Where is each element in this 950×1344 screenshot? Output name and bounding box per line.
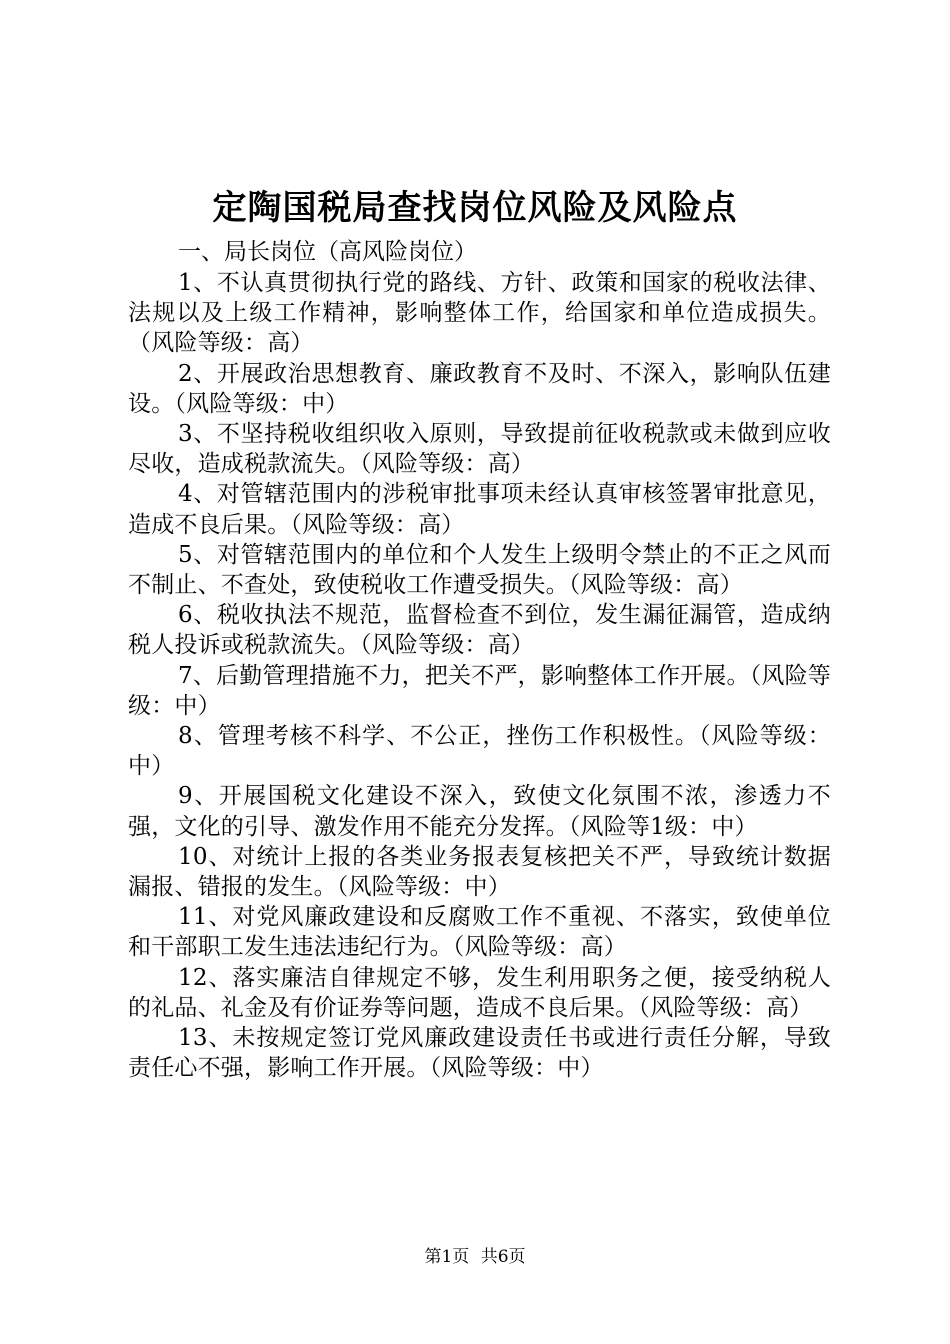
document-title: 定陶国税局查找岗位风险及风险点 [212,188,738,228]
risk-item-3: 3、不坚持税收组织收入原则，导致提前征收税款或未做到应收尽收，造成税款流失。（风险等级：高） [128,421,831,478]
risk-item-4: 4、对管辖范围内的涉税审批事项未经认真审核签署审批意见，造成不良后果。（风险等级：高） [128,481,831,538]
risk-item-12: 12、落实廉洁自律规定不够，发生利用职务之便，接受纳税人的礼品、礼金及有价证券等问题，造成不良后果。（风险等级：高） [128,964,831,1021]
page-total: 共6页 [480,1247,526,1267]
document-body [128,268,831,1083]
risk-item-13: 13、未按规定签订党风廉政建设责任书或进行责任分解，导致责任心不强，影响工作开展。（风险等级：中） [128,1025,831,1082]
risk-item-7: 7、后勤管理措施不力，把关不严，影响整体工作开展。（风险等级：中） [128,662,831,719]
page-number: 第1页 [424,1247,470,1267]
section-heading: 一、局长岗位（高风险岗位） [178,239,477,265]
risk-item-10: 10、对统计上报的各类业务报表复核把关不严，导致统计数据漏报、错报的发生。（风险等级：中） [128,843,831,901]
risk-item-6: 6、税收执法不规范，监督检查不到位，发生漏征漏管，造成纳税人投诉或税款流失。（风险等级：高） [128,602,831,659]
risk-item-8: 8、管理考核不科学、不公正，挫伤工作积极性。（风险等级：中） [128,723,831,780]
risk-item-11: 11、对党风廉政建设和反腐败工作不重视、不落实，致使单位和干部职工发生违法违纪行为。（风险等级：高） [128,904,831,961]
risk-item-2: 2、开展政治思想教育、廉政教育不及时、不深入，影响队伍建设。（风险等级：中） [128,360,831,417]
page-footer [0,1246,950,1268]
risk-item-9: 9、开展国税文化建设不深入，致使文化氛围不浓，渗透力不强，文化的引导、激发作用不能充分发挥。（风险等1级：中） [128,783,831,840]
risk-item-1: 1、不认真贯彻执行党的路线、方针、政策和国家的税收法律、法规以及上级工作精神，影响整体工作，给国家和单位造成损失。（风险等级：高） [128,270,831,357]
risk-item-5: 5、对管辖范围内的单位和个人发生上级明令禁止的不正之风而不制止、不查处，致使税收工作遭受损失。（风险等级：高） [128,541,831,599]
